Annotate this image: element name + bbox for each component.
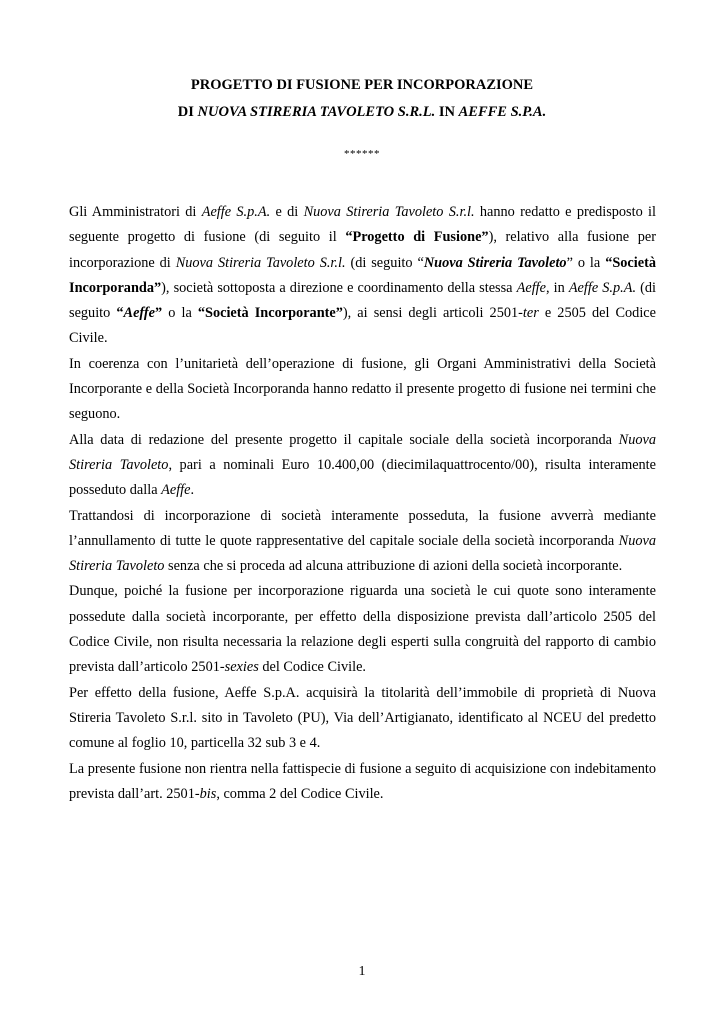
title-prefix: DI [177, 104, 198, 120]
defined-term: Nuova Stireria Tavoleto [423, 254, 567, 271]
paragraph-7 [69, 757, 656, 808]
text-italic: ter [522, 305, 539, 322]
text-italic: Nuova Stireria Tavoleto S.r.l. [303, 204, 475, 220]
text: (di seguito [69, 279, 656, 322]
paragraph-5 [69, 579, 656, 680]
text: Alla data di redazione del presente progetto il capitale sociale della società incorporanda [69, 431, 619, 448]
text: La presente fusione non rientra nella fattispecie di fusione a seguito di acquisizione con indebitamento prevista dall’art. 2501- [69, 760, 656, 802]
text: . [190, 482, 195, 499]
paragraph-1 [69, 200, 656, 352]
defined-term: “Società Incorporante” [197, 305, 343, 322]
text: ” o la [566, 254, 606, 271]
document-title-line-1: PROGETTO DI FUSIONE PER INCORPORAZIONE [190, 77, 534, 93]
text-italic: Aeffe S.p.A. [201, 204, 271, 220]
text-italic: Aeffe [516, 279, 546, 296]
title-company-incorporante: AEFFE S.P.A. [458, 104, 547, 120]
text-italic: bis [199, 785, 217, 802]
text: e 2505 del Codice Civile. [69, 305, 656, 347]
text: senza che si proceda ad alcuna attribuzione di azioni della società incorporante. [164, 558, 623, 575]
text: , pari a nominali Euro 10.400,00 (diecimilaquattrocento/00), risulta interamente posseduto dalla [69, 456, 657, 499]
document-body [69, 200, 656, 807]
defined-term-italic: Aeffe [123, 305, 156, 322]
text: Dunque, poiché la fusione per incorporazione riguarda una società le cui quote sono interamente possedute dalla società incorporante, per effetto della disposizione prevista dall’articolo 2505 del Codice Civile, non risulta necessaria la relazione degli esperti sulla congruità del rapporto di cambio prevista dall’articolo 2501- [69, 583, 656, 676]
text-italic: Aeffe S.p.A. [568, 279, 637, 296]
title-in: IN [435, 104, 459, 120]
text-italic: Nuova Stireria Tavoleto [69, 532, 656, 575]
text: ), società sottoposta a direzione e coordinamento della stessa [161, 279, 517, 296]
text-italic: Nuova Stireria Tavoleto [69, 431, 656, 473]
section-separator: ****** [344, 148, 380, 160]
quote-open: “ [116, 305, 124, 322]
text: Trattandosi di incorporazione di società interamente posseduta, la fusione avverrà mediante l’annullamento di tutte le quote rappresentative del capitale sociale della società incorporanda [69, 507, 656, 549]
defined-term [116, 305, 162, 321]
defined-term: “Società Incorporanda” [69, 254, 657, 296]
paragraph-3 [69, 428, 656, 504]
text: ), relativo alla fusione per incorporazione di [69, 229, 657, 271]
text: , comma 2 del Codice Civile. [216, 785, 384, 802]
paragraph-2: In coerenza con l’unitarietà dell’operazione di fusione, gli Organi Amministrativi della Società Incorporante e della Società Incorporanda hanno redatto il presente progetto di fusione nei termini che seguono. [69, 355, 656, 423]
text: e di [270, 204, 304, 220]
paragraph-4 [69, 504, 656, 580]
text: Gli Amministratori di [69, 204, 202, 220]
text-italic: sexies [224, 659, 259, 676]
text-italic: Nuova Stireria Tavoleto S.r.l. [175, 254, 346, 271]
text: (di seguito “ [345, 254, 424, 271]
defined-term: “Progetto di Fusione” [345, 229, 489, 246]
document-title-line-2 [0, 103, 724, 121]
text: ), ai sensi degli articoli 2501- [342, 305, 523, 322]
paragraph-6: Per effetto della fusione, Aeffe S.p.A. acquisirà la titolarità dell’immobile di proprietà di Nuova Stireria Tavoleto S.r.l. sito in Tavoleto (PU), Via dell’Artigianato, identificato al NCEU del predetto comune al foglio 10, particella 32 sub 3 e 4. [69, 684, 656, 752]
text-italic: Aeffe [161, 482, 191, 499]
text: del Codice Civile. [258, 659, 366, 676]
title-company-incorporanda: NUOVA STIRERIA TAVOLETO S.R.L. [197, 104, 436, 120]
text: o la [162, 305, 198, 322]
text: hanno redatto e predisposto il seguente progetto di fusione (di seguito il [69, 204, 657, 246]
quote-close: ” [155, 305, 163, 322]
page-number: 1 [358, 964, 366, 979]
text: , in [545, 279, 569, 296]
